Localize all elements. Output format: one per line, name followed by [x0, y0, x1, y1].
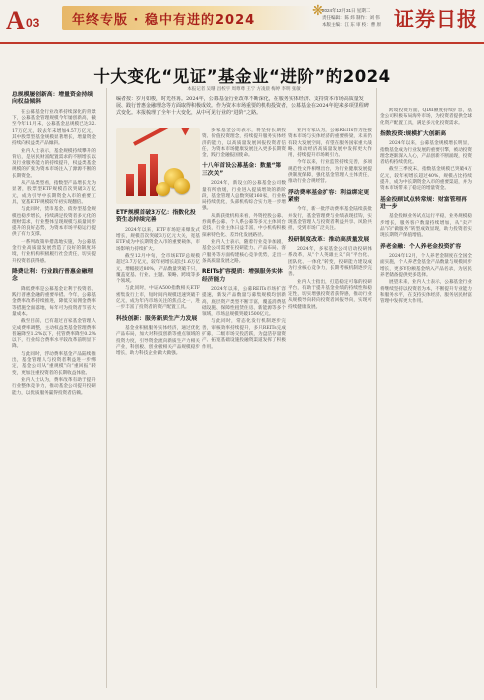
- body-paragraph: 展望未来，业内人士表示，公募基金行业将继续坚持以投资者为本，不断提升专业能力和服务水平，在支持实体经济、服务居民财富管理中发挥更大作用。: [380, 280, 472, 305]
- column-divider: [376, 88, 377, 688]
- body-paragraph: 在公募基金行业改革持续深化的背景下，公募基金管理规模今年屡创新高，截至今年11月末，公募基金总规模已达32.17万亿元，较去年末增加4.57万亿元，其中股票型基金规模显著增长，增量资金持续向权益类产品倾斜。: [12, 109, 96, 147]
- section-subheading: 科技创新：服务新质生产力发展: [116, 315, 198, 322]
- issue-editor: 责任编辑：陈 炜 制作：刘 伟: [322, 15, 380, 20]
- section-subheading: 总规模屡创新高：增量资金持续向权益倾斜: [12, 92, 94, 106]
- body-paragraph: 2024年以来，ETF市场迎来爆发式增长，规模首次突破3万亿元大关，宽基ETF成为中长期资金入市的重要载体，市场影响力持续扩大。: [116, 227, 200, 252]
- section-subheading: 养老金融：个人养老金投资扩容: [380, 243, 462, 250]
- body-paragraph: 基金投顾业务试点运行平稳，业务规模稳步增长，服务客户数量持续增加，从“卖产品”向“做服务”转型成效显现，助力投资者实现长期资产保值增值。: [380, 214, 472, 239]
- body-paragraph: 2024年以来，公募REITs市场扩容提速，新发产品数量与募集规模均创新高，底层资产类型不断丰富，覆盖消费基础设施、保障性租赁住房、新能源等多个领域，市场总规模突破1500亿元。: [202, 286, 286, 318]
- body-paragraph: 与此同时，常态化发行机制逐步完善，审核效率持续提升，多只REITs完成扩募，二级市场交投活跃，为盘活存量资产、拓宽基础设施投融资渠道发挥了积极作用。: [202, 319, 286, 350]
- column-3: [202, 128, 286, 688]
- body-paragraph: 截至12月中旬，全市场ETF总规模超过3.7万亿元，较年初增长超过1.6万亿元，增幅接近80%，产品数量突破千只，覆盖宽基、行业、主题、策略、跨境等多个领域。: [116, 254, 200, 285]
- column-5: [380, 108, 472, 688]
- masthead: [0, 0, 484, 44]
- body-paragraph: 降低费率是公募基金让利于投资者、践行普惠金融的重要举措。今年，公募基金费率改革持续推进，降低交易佣金费率等措施全面落地，每年可为投资者节省大量成本。: [12, 286, 96, 317]
- section-subheading: 浮动费率基金扩容：利益绑定更紧密: [288, 189, 370, 204]
- body-paragraph: 今年以来，行业监管持续完善，多项规范性文件相继出台，为行业健康发展提供制度保障，强化基金管理人主体责任，推动行业合规经营。: [288, 160, 372, 185]
- coins-and-growth-chart-icon: [116, 128, 200, 204]
- issue-date: 2024年12月31日 星期二: [322, 8, 371, 13]
- body-paragraph: 业内专家认为，公募REITs作为连接资本市场与实体经济的重要桥梁，未来仍有较大发展空间，有望在服务国家重大战略、推动经济高质量发展中发挥更大作用，持续提升市场吸引力。: [288, 128, 372, 159]
- body-paragraph: 截至三季度末，指数基金规模已突破4万亿元，较年初增长超过40%，规模占比持续提升，成为中长期资金入市的重要渠道，并为资本市场带来了稳定的增量资金。: [380, 167, 472, 192]
- body-paragraph: 2024年，多家基金公司启动投研体系改革，从“个人英雄主义”向“平台化、团队化、一体化”转变，投研能力建设成为行业核心竞争力，长期考核机制逐步完善。: [288, 247, 372, 278]
- chart-bar: [138, 164, 146, 196]
- body-paragraph: 与此同时，货币基金、债券型基金规模也稳步增长，持续满足投资者多元化的理财需求，行业整体呈现规模与质量同步提升的良好态势，为资本市场平稳运行提供了有力支撑。: [12, 207, 96, 238]
- banner-text: 年终专版 · 稳中有进的2024: [72, 13, 256, 28]
- section-subheading: 降费让利：行业践行普惠金融理念: [12, 268, 94, 283]
- growth-arrow-icon: [133, 128, 186, 146]
- arrowhead-icon: [180, 128, 194, 135]
- editor-note: 编者按：岁月如梭，时光荏苒。2024年，公募基金行业改革不断深化，在服务实体经济、支持资本市场高质量发展、践行普惠金融理念等方面取得积极成效。作为资本市场重要的机构投资者，公募基金在2024年迎来多项里程碑式变化。本报梳理了全年十大变化，从中可见行业的“进阶”之路。: [116, 96, 369, 116]
- section-subheading: 十八年首设公募基金：数量“第三次关”: [202, 163, 282, 177]
- body-paragraph: 业内人士认为，费率改革有助于提升行业整体竞争力，推动基金公司提升投研能力，以优质服务赢得投资者信赖。: [12, 377, 96, 396]
- coin-icon: [174, 178, 190, 194]
- body-paragraph: 业内人士表示，随着行业竞争加剧，基金公司需要在投研能力、产品布局、客户服务等方面构建核心竞争优势，走出一条高质量发展之路。: [202, 239, 286, 264]
- issue-info: [322, 7, 386, 28]
- byline: 本报记者 吴珊 昌校宇 周尊尊 王宁 方凌晨 梅婷 李明 张敏: [187, 86, 301, 91]
- body-paragraph: 跨境投资方面，QDII额度持续扩容，基金公司积极布局海外市场，为投资者提供全球化资产配置工具，满足多元化投资需求。: [380, 108, 472, 126]
- body-paragraph: 业内人士指出，打造稳定可靠的投研平台，有助于提升基金业绩的持续性和稳定性，切实增强投资者获得感，推动行业从规模导向转向投资者回报导向，实现可持续健康发展。: [288, 279, 372, 310]
- body-paragraph: 2024年以来，公募基金规模增长明显，指数基金成为行业发展的重要引擎，被动投资理念逐渐深入人心，产品创新不断涌现，投资者结构持续优化。: [380, 141, 472, 166]
- column-4: [288, 128, 372, 688]
- body-paragraph: 从新获批机构来看，外资控股公募、券商系公募、个人系公募等多元主体同台竞技，行业主体日益丰富，中小机构积极探索特色化、差异化发展路径。: [202, 213, 286, 238]
- body-paragraph: 与此同时，浮动费率基金产品陆续推出，基金管理人与投资者利益进一步绑定，基金公司从“重规模”向“重回报”转变，更加注重投资者的长期收益体验。: [12, 351, 96, 376]
- section-subheading: ETF规模首破3万亿：指数化投资生态持续完善: [116, 210, 196, 224]
- section-badge: A: [6, 6, 25, 35]
- column-2: [116, 128, 200, 688]
- coin-icon: [156, 182, 170, 196]
- body-paragraph: 截至目前，已有超过百家基金管理人完成费率调整，主动权益类基金管理费率普遍降至1.2%以下，托管费率降至0.2%以下，行业综合费率水平较改革前明显下降。: [12, 319, 96, 350]
- issue-proof: 本版主编：江 东 审 校：曹 原: [322, 22, 381, 27]
- body-paragraph: 今年，新一批浮动费率基金陆续获批并发行，基金管理费与业绩表现挂钩，实现基金管理人与投资者利益共享、风险共担，受到市场广泛关注。: [288, 207, 372, 232]
- page-number: 03: [26, 16, 40, 30]
- body-paragraph: 一系列政策举措落地实施，为公募基金行业高质量发展营造了良好的制度环境，行业机构积极履行社会责任，切实提升投资者获得感。: [12, 239, 96, 264]
- column-divider: [106, 88, 107, 688]
- section-subheading: REITs扩容提质：增强服务实体经济能力: [202, 269, 283, 283]
- body-paragraph: 业内人士表示，基金规模持续攀升的背后，是居民财富配置需求的不断增长以及行业服务能力的持续提升，权益类基金规模的扩张为资本市场注入了源源不断的长期资金。: [12, 148, 96, 179]
- body-paragraph: 从产品类型看，指数型产品增长尤为显著，股票型ETF规模首次突破3万亿元，成为引导中长期资金入市的重要工具，宽基ETF规模较年初实现翻倍。: [12, 181, 96, 205]
- cloud-ornament-icon: ❋: [312, 3, 324, 19]
- section-subheading: 指数投资:规模扩大创新高: [380, 130, 447, 137]
- body-paragraph: 与此同时，中证A500指数相关ETF密集发行上市，短时间内规模迅速突破千亿元，成为年内市场关注的焦点之一，进一步丰富了投资者的资产配置工具。: [116, 286, 200, 311]
- newspaper-logo: 证券日报: [394, 7, 478, 31]
- body-paragraph: 2024年12月，个人养老金制度在全国全面实施，个人养老金基金产品数量与规模同步增长，更多Y份额基金纳入产品名录，为居民养老储备提供更多选择。: [380, 254, 472, 278]
- section-subheading: 基金投顾试点转常规：财富管理再进一步: [380, 196, 467, 211]
- theme-banner: [62, 6, 312, 30]
- body-paragraph: 基金业积极服务实体经济，通过优化产品布局，加大对科技创新等重点领域的投资力度，引导资金流向新质生产力相关产业，科创板、创业板相关产品规模稳步增长，助力科技企业做大做强。: [116, 326, 200, 357]
- body-paragraph: 多家基金公司表示，将坚持长期投资、价值投资理念，持续提升服务实体经济的能力，以高质量发展回报投资者信任，为资本市场健康发展注入更多长期资金，践行金融报国使命。: [202, 128, 286, 159]
- column-2-body: [116, 206, 200, 359]
- column-1: [12, 88, 96, 688]
- section-subheading: 投研制度改革：推动高质量发展: [288, 236, 370, 243]
- page-title: 十大变化“见证”基金业“进阶”的2024: [93, 67, 391, 86]
- chart-bar: [126, 174, 134, 196]
- body-paragraph: 2024年，新设立的公募基金公司数量有所放缓，行业进入提质增效的新阶段，基金管理人总数突破160家，行业格局持续优化，头部机构综合实力进一步增强。: [202, 181, 286, 212]
